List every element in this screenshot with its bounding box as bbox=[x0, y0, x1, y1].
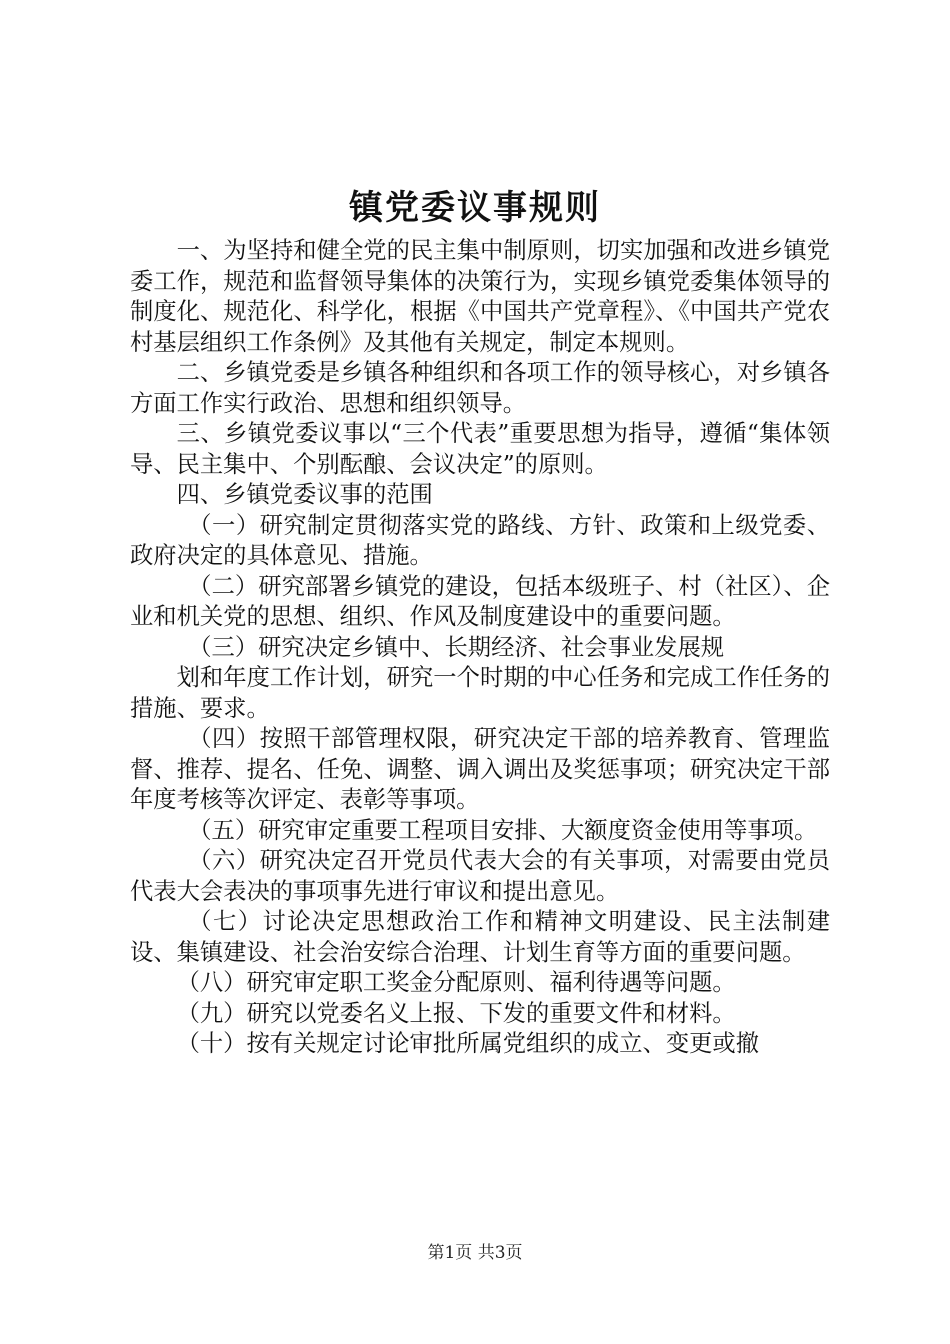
list-item: （二）研究部署乡镇党的建设，包括本级班子、村（社区）、企业和机关党的思想、组织、作风及制度建设中的重要问题。 bbox=[130, 572, 830, 630]
list-item-continuation: 划和年度工作计划，研究一个时期的中心任务和完成工作任务的措施、要求。 bbox=[130, 664, 830, 722]
list-item: （七）讨论决定思想政治工作和精神文明建设、民主法制建设、集镇建设、社会治安综合治理、计划生育等方面的重要问题。 bbox=[130, 908, 830, 966]
list-item: （十）按有关规定讨论审批所属党组织的成立、变更或撤 bbox=[176, 1030, 760, 1057]
list-item: （八）研究审定职工奖金分配原则、福利待遇等问题。 bbox=[176, 969, 736, 996]
paragraph: 一、为坚持和健全党的民主集中制原则，切实加强和改进乡镇党委工作，规范和监督领导集体的决策行为，实现乡镇党委集体领导的制度化、规范化、科学化，根据《中国共产党章程》、《中国共产党农村基层组织工作条例》及其他有关规定，制定本规则。 bbox=[130, 237, 830, 356]
list-item: （一）研究制定贯彻落实党的路线、方针、政策和上级党委、政府决定的具体意见、措施。 bbox=[130, 511, 830, 569]
list-item: （六）研究决定召开党员代表大会的有关事项，对需要由党员代表大会表决的事项事先进行审议和提出意见。 bbox=[130, 847, 830, 905]
document-body bbox=[130, 236, 830, 1060]
section-heading: 四、乡镇党委议事的范围 bbox=[176, 481, 433, 508]
list-item: （四）按照干部管理权限，研究决定干部的培养教育、管理监督、推荐、提名、任免、调整、调入调出及奖惩事项；研究决定干部年度考核等次评定、表彰等事项。 bbox=[130, 725, 830, 813]
paragraph: 三、乡镇党委议事以“三个代表”重要思想为指导，遵循“集体领导、民主集中、个别酝酿、会议决定”的原则。 bbox=[130, 420, 830, 478]
document-title: 镇党委议事规则 bbox=[349, 188, 601, 228]
list-item: （三）研究决定乡镇中、长期经济、社会事业发展规 bbox=[188, 633, 725, 661]
paragraph: 二、乡镇党委是乡镇各种组织和各项工作的领导核心，对乡镇各方面工作实行政治、思想和组织领导。 bbox=[130, 359, 830, 417]
list-item: （九）研究以党委名义上报、下发的重要文件和材料。 bbox=[176, 999, 736, 1027]
list-item: （五）研究审定重要工程项目安排、大额度资金使用等事项。 bbox=[188, 816, 818, 844]
page-number-footer: 第1页 共3页 bbox=[427, 1243, 523, 1263]
